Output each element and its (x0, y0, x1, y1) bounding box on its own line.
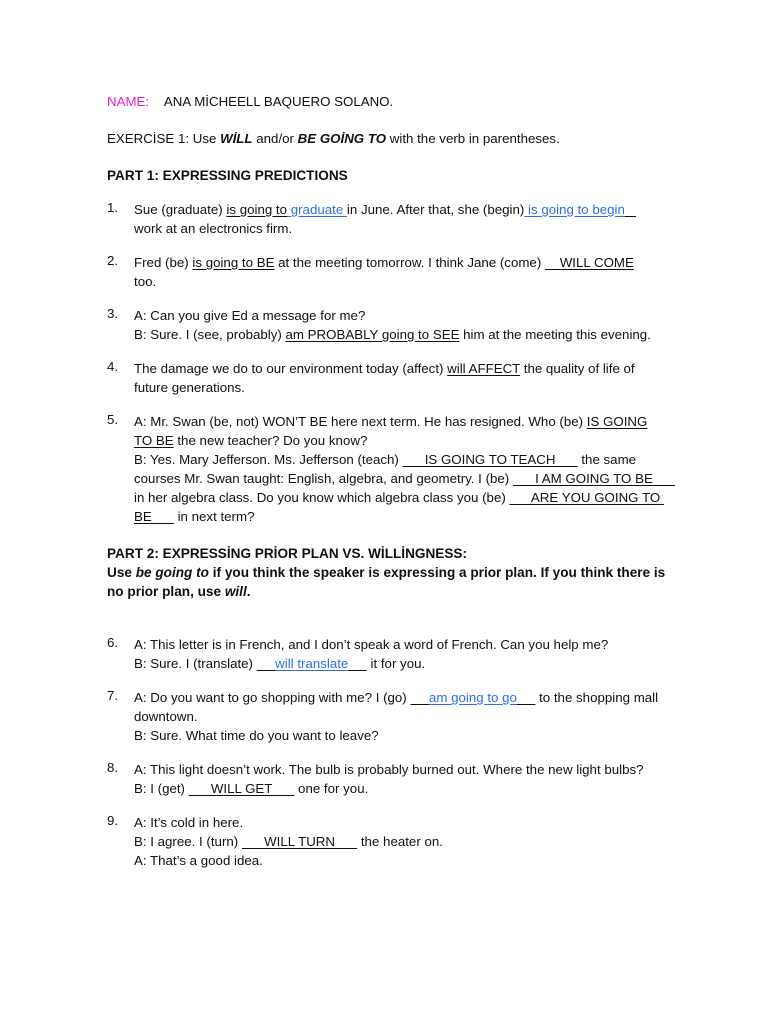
answer-blank: am going to go (428, 690, 517, 705)
question-number: 1. (107, 200, 119, 215)
question-6: 6. A: This letter is in French, and I don’t speak a word of French. Can you help me? B: Sure. I (translate) will translate it for you. (107, 635, 609, 671)
answer-blank: graduate (287, 202, 347, 217)
answer-blank: WILL COME (544, 255, 634, 270)
answer-blank: ARE YOU GOING TO BE (134, 490, 664, 524)
answer-blank: is going to (226, 202, 288, 217)
exercise-instruction: EXERCİSE 1: Use WİLL and/or BE GOİNG TO with the verb in parentheses. (107, 131, 560, 146)
answer-blank: WILL TURN (241, 834, 358, 849)
document-page (107, 92, 675, 870)
question-number: 6. (107, 635, 119, 650)
answer-blank: will AFFECT (447, 361, 521, 376)
part2-instruction: Use be going to if you think the speaker is expressing a prior plan. If you think there is no prior plan, use will. (107, 565, 666, 599)
answer-blank: will translate (275, 656, 349, 671)
question-number: 5. (107, 412, 119, 427)
name-label: NAME: (107, 94, 150, 109)
question-7: 7. A: Do you want to go shopping with me? I (go) am going to go to the shopping mall downtown. B: Sure. What time do you want to leave? (107, 688, 659, 743)
part2-title: PART 2: EXPRESSİNG PRİOR PLAN VS. WİLLİNGNESS: (107, 546, 468, 561)
question-2: 2. Fred (be) is going to BE at the meeting tomorrow. I think Jane (come) WILL COME too. (107, 253, 634, 289)
question-number: 8. (107, 760, 119, 775)
answer-blank: am PROBABLY going to SEE (285, 327, 460, 342)
question-number: 2. (107, 253, 119, 268)
answer-blank: I AM GOING TO BE (512, 471, 675, 486)
question-5: 5. A: Mr. Swan (be, not) WON’T BE here next term. He has resigned. Who (be) IS GOING TO BE the new teacher? Do you know? B: Yes. Mary Jefferson. Ms. Jefferson (teach) IS GOING TO TEACH the same courses Mr. Swan taught: English, algebra, and geometry. I (be) I AM GOING TO BE in her algebra class. Do you know which algebra class you (be) ARE YOU GOING TO BE in next term? (107, 412, 675, 524)
question-4: 4. The damage we do to our environment today (affect) will AFFECT the quality of life of future generations. (107, 359, 635, 395)
question-number: 9. (107, 813, 119, 828)
answer-blank: IS GOING TO BE (134, 414, 648, 448)
question-number: 3. (107, 306, 119, 321)
question-number: 7. (107, 688, 119, 703)
question-8: 8. A: This light doesn’t work. The bulb is probably burned out. Where the new light bulbs? B: I (get) WILL GET one for you. (107, 760, 644, 796)
answer-blank: is going to BE (192, 255, 275, 270)
answer-blank: IS GOING TO TEACH (402, 452, 578, 467)
question-1: 1. Sue (graduate) is going to graduate in June. After that, she (begin) is going to begin work at an electronics firm. (107, 200, 625, 236)
question-9: 9. A: It’s cold in here. B: I agree. I (turn) WILL TURN the heater on. A: That’s a good idea. (107, 813, 443, 868)
question-3: 3. A: Can you give Ed a message for me? B: Sure. I (see, probably) am PROBABLY going to SEE him at the meeting this evening. (107, 306, 651, 342)
part1-title: PART 1: EXPRESSING PREDICTIONS (107, 168, 348, 183)
answer-blank: is going to begin (524, 202, 625, 217)
name-line (107, 92, 667, 111)
student-name: ANA MİCHEELL BAQUERO SOLANO. (163, 94, 394, 109)
answer-blank: WILL GET (188, 781, 295, 796)
question-number: 4. (107, 359, 119, 374)
